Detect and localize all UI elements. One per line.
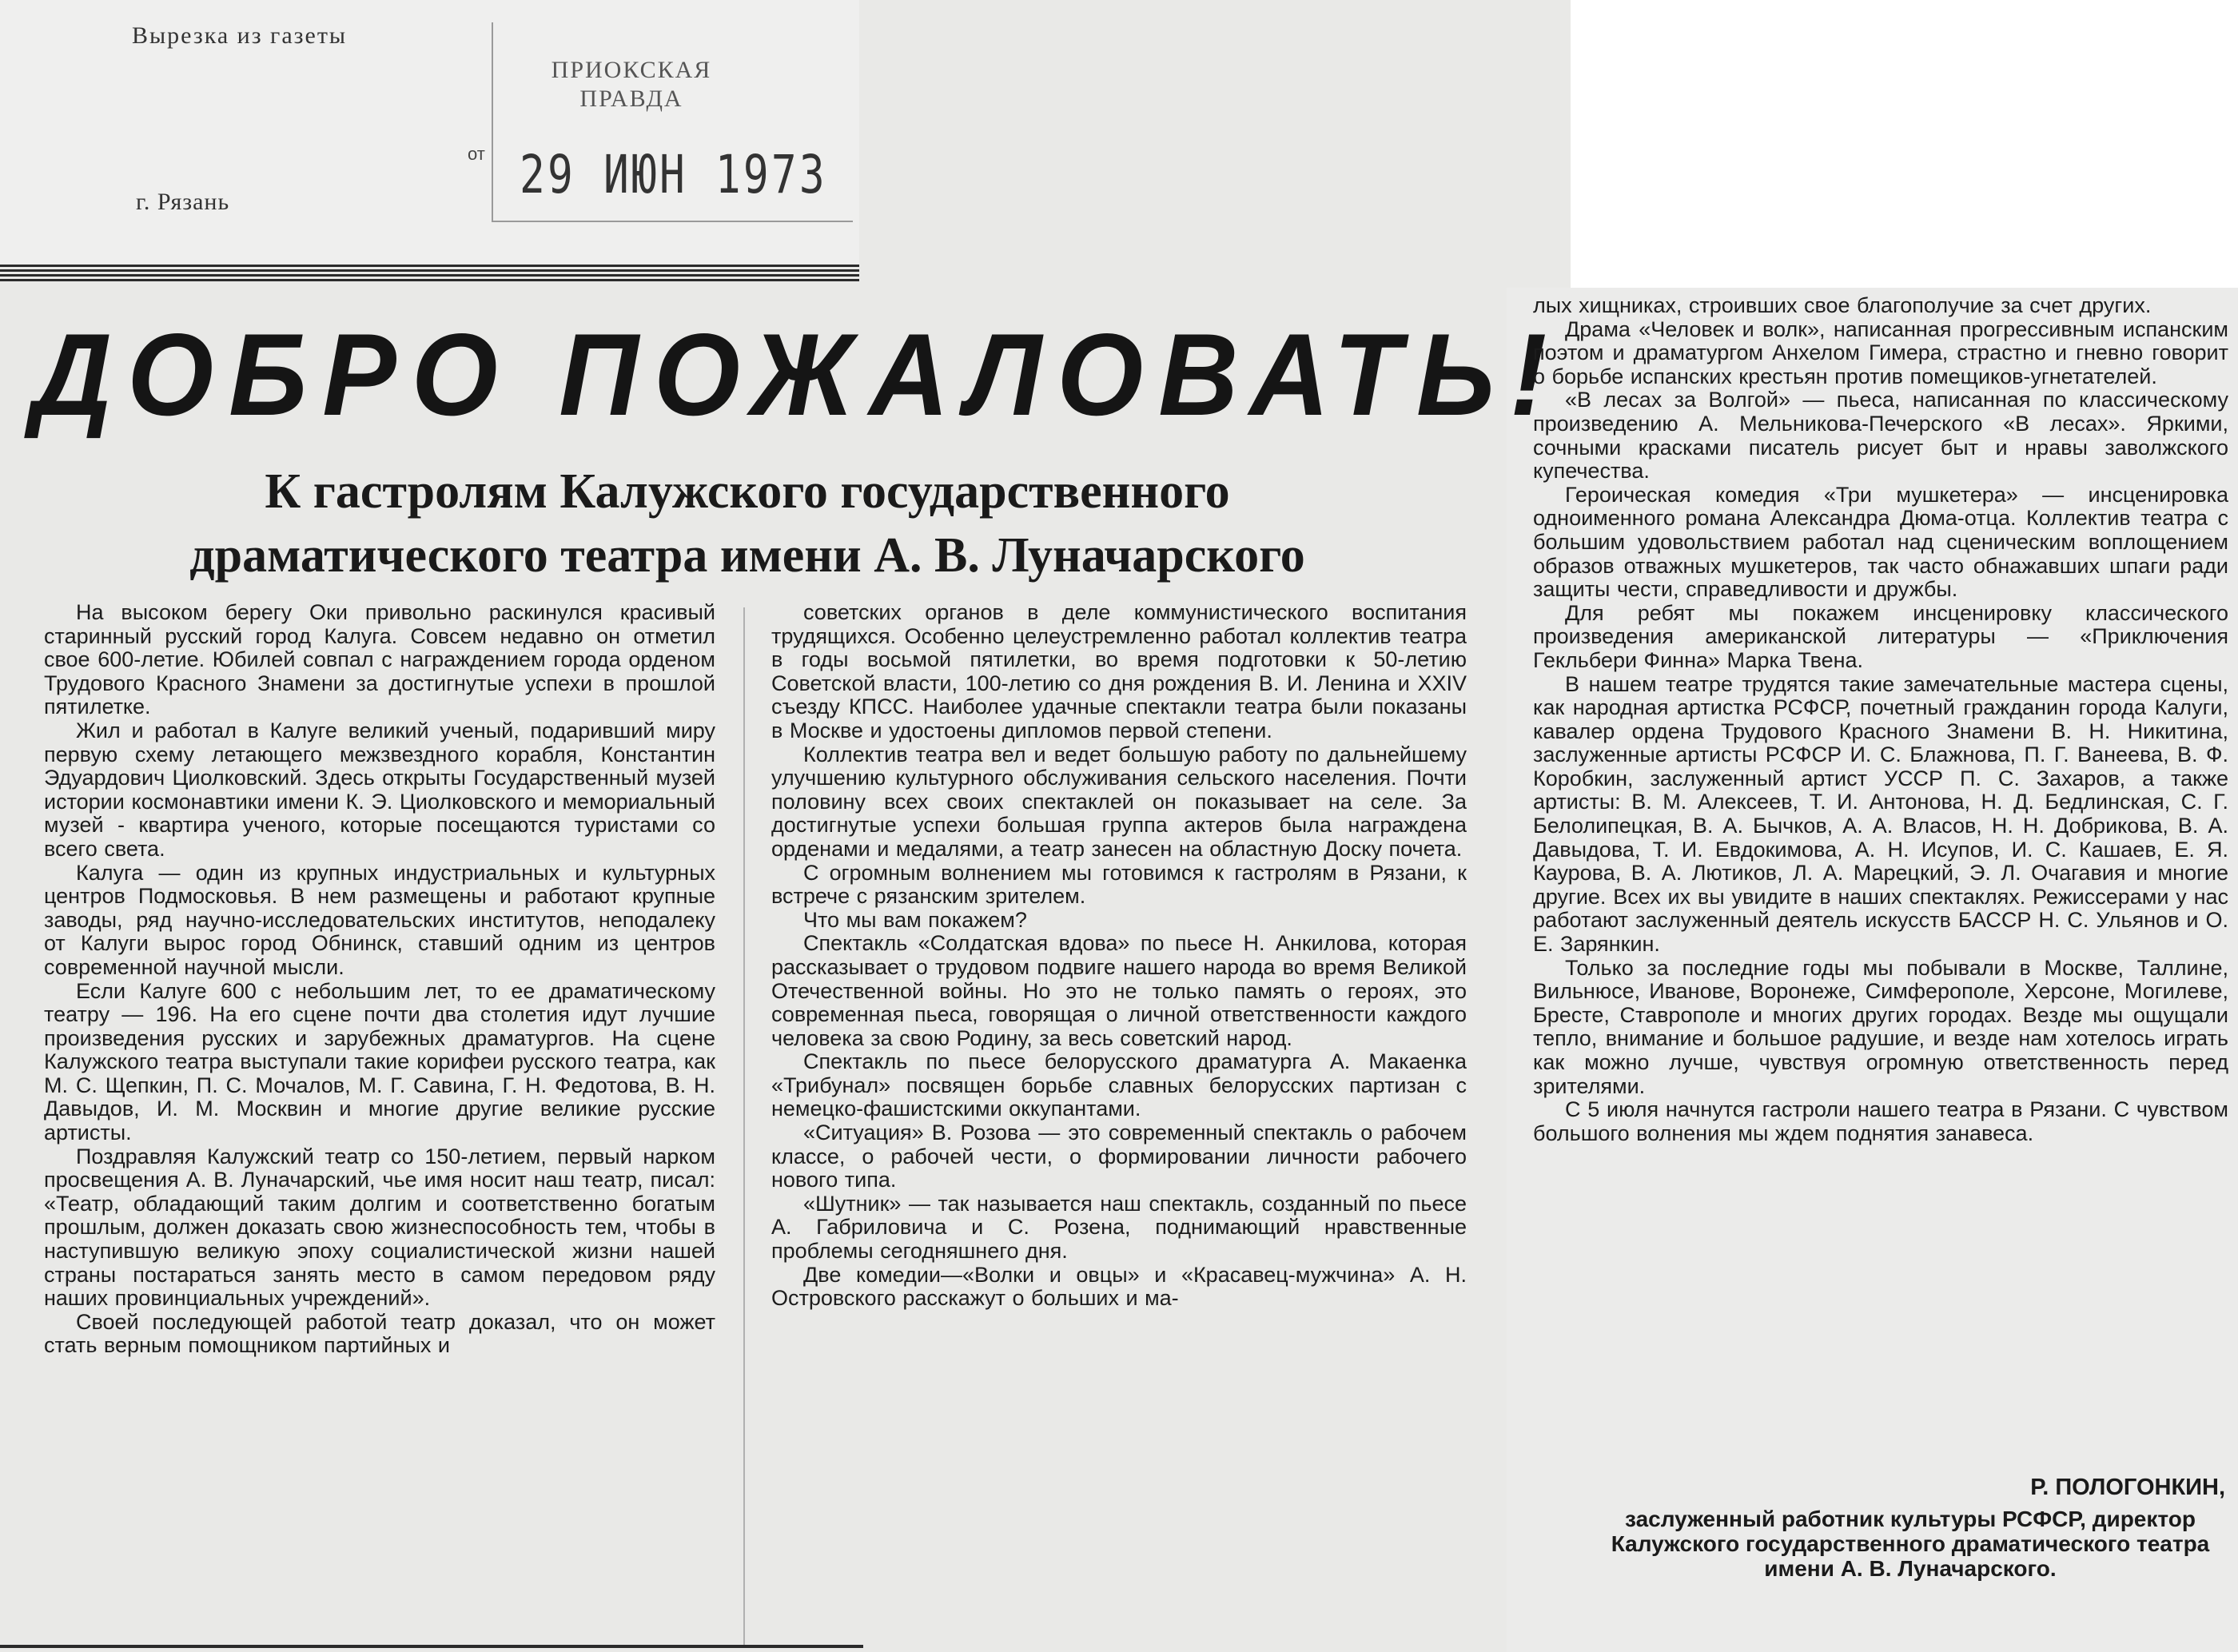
paragraph: Драма «Человек и волк», написанная прогрессивным испанским поэтом и драматургом Анхелом Гимера, страстно и гневно говорит о борьбе испанских крестьян против помещиков-угнетателей. (1533, 316, 2228, 388)
article-column-1 (44, 601, 715, 1358)
paragraph: Спектакль по пьесе белорусского драматурга А. Макаенка «Трибунал» посвящен борьбе славных белорусских партизан с немецко-фашистскими оккупантами. (771, 1049, 1467, 1121)
publication-date: 29 ИЮН 1973 (520, 144, 827, 205)
paragraph: Коллектив театра вел и ведет большую работу по дальнейшему улучшению культурного обслуживания сельского населения. Почти половину всех своих спектаклей он показывает на селе. За достигнутые успехи большая группа актеров была награждена орденами и медалями, а театр занесен на областную Доску почета. (771, 742, 1467, 861)
article-column-3 (1533, 294, 2228, 1145)
subhead-line-2: драматического театра имени А. В. Луначарского (189, 528, 1305, 583)
paragraph: С огромным волнением мы готовимся к гастролям в Рязани, к встрече с рязанским зрителем. (771, 860, 1467, 909)
paragraph: советских органов в деле коммунистического воспитания трудящихся. Особенно целеустремленно работал коллектив театра в годы восьмой пятилетки, во время подготовки к 50-летию Советской власти, 100-летию со дня рождения В. И. Ленина и XXIV съезду КПСС. Наиболее удачные спектакли театра были показаны в Москве и удостоены дипломов первой степени. (771, 600, 1467, 742)
paragraph: Поздравляя Калужский театр со 150-летием, первый нарком просвещения А. В. Луначарский, чье имя носит наш театр, писал: «Театр, обладающий таким долгим и соответственно богатым прошлым, должен доказать свою жизнеспособность тем, чтобы в наступившую великую эпоху социалистической жизни нашей страны постараться занять место в самом передовом ряду наших провинциальных учреждений». (44, 1144, 715, 1311)
bottom-rule (0, 1645, 863, 1648)
date-prefix: от (468, 144, 485, 164)
paragraph: С 5 июля начнутся гастроли нашего театра в Рязани. С чувством большого волнения мы ждем поднятия занавеса. (1533, 1097, 2228, 1145)
paragraph: Калуга — один из крупных индустриальных и культурных центров Подмосковья. В нем размещены и работают крупные заводы, ряд научно-исследовательских институтов, неподалеку от Калуги вырос город Обнинск, ставший одним из центров современной научной мысли. (44, 860, 715, 979)
city-label: г. Рязань (136, 189, 230, 215)
paragraph: Героическая комедия «Три мушкетера» — инсценировка одноименного романа Александра Дюма-отца. Коллектив театра с большим удовольствием работал над сценическим воплощением образов отважных мушкетеров, так часто обнажавших шпаги ради защиты чести, справедливости и дружбы. (1533, 482, 2228, 602)
paragraph: Спектакль «Солдатская вдова» по пьесе Н. Анкилова, которая рассказывает о трудовом подвиге нашего народа во время Великой Отечественной войны. Но это не только память о героях, это современная пьеса, говорящая о личной ответственности каждого человека за свою Родину, за весь советский народ. (771, 931, 1467, 1050)
column-divider (743, 607, 745, 1646)
paragraph: Что мы вам покажем? (803, 907, 1027, 932)
clipping-label: Вырезка из газеты (132, 22, 348, 49)
paragraph: Если Калуге 600 с небольшим лет, то ее драматическому театру — 196. На его сцене почти два столетия идут лучшие произведения русских и зарубежных драматургов. На сцене Калужского театра выступали такие корифеи русского театра, как М. С. Щепкин, П. С. Мочалов, М. Г. Савина, Г. Н. Федотова, В. Н. Давыдов, И. М. Москвин и многие другие великие русские артисты. (44, 978, 715, 1145)
header-rule (0, 264, 859, 281)
article-column-2 (771, 601, 1467, 1311)
newspaper-name: ПРИОКСКАЯ ПРАВДА (551, 57, 712, 112)
author-name: Р. ПОЛОГОНКИН, (2030, 1475, 2225, 1500)
paragraph: «В лесах за Волгой» — пьеса, написанная по классическому произведению А. Мельникова-Печерского «В лесах». Яркими, сочными красками писатель рисует быт и нравы заволжского купечества. (1533, 388, 2228, 484)
paragraph: «Ситуация» В. Розова — это современный спектакль о рабочем классе, о рабочей чести, о формировании личности рабочего нового типа. (771, 1121, 1467, 1192)
paragraph: Своей последующей работой театр доказал, что он может стать верным помощником партийных и (44, 1309, 715, 1358)
paragraph: Для ребят мы покажем инсценировку классического произведения американской литературы — «Приключения Гекльбери Финна» Марка Твена. (1533, 600, 2228, 672)
headline: ДОБРО ПОЖАЛОВАТЬ! (32, 309, 1563, 440)
paragraph: лых хищниках, строивших свое благополучие за счет других. (1533, 293, 2152, 317)
subheadline (24, 460, 1471, 587)
paragraph: Только за последние годы мы побывали в Москве, Таллине, Вильнюсе, Иванове, Воронеже, Симферополе, Херсоне, Могилеве, Бресте, Ставрополе и многих других городах. Везде мы ощущали тепло, внимание и большое радушие, и везде нам хотелось играть как можно лучше, чувствуя огромную ответственность перед зрителями. (1533, 955, 2228, 1098)
paragraph: На высоком берегу Оки привольно раскинулся красивый старинный русский город Калуга. Совсем недавно он отметил свое 600-летие. Юбилей совпал с награждением города орденом Трудового Красного Знамени за достигнутые успехи в прошлой пятилетке. (44, 600, 715, 719)
subhead-line-1: К гастролям Калужского государственного (265, 464, 1230, 519)
paragraph: Две комедии—«Волки и овцы» и «Красавец-мужчина» А. Н. Островского расскажут о больших и ма- (771, 1262, 1467, 1311)
paragraph: Жил и работал в Калуге великий ученый, подаривший миру первую схему летающего межзвездного корабля, Константин Эдуардович Циолковский. Здесь открыты Государственный музей истории космонавтики имени К. Э. Циолковского и мемориальный музей - квартира ученого, которые посещаются туристами со всего света. (44, 718, 715, 861)
paragraph: В нашем театре трудятся такие замечательные мастера сцены, как народная артистка РСФСР, почетный гражданин города Калуги, кавалер ордена Трудового Красного Знамени В. Н. Никитина, заслуженные артисты РСФСР И. С. Блажнова, П. Г. Ванеева, В. Ф. Коробкин, заслуженный артист УССР П. С. Захаров, а также артисты: В. М. Алексеев, Т. И. Антонова, Н. Д. Бедлинская, С. Г. Белолипецкая, В. А. Бычков, А. А. Власов, Н. Н. Добрикова, В. А. Давыдова, Т. И. Евдокимова, А. Н. Исупов, И. С. Кашаев, Е. Я. Каурова, В. А. Лютиков, Л. А. Марецкий, Э. Л. Очагавия и многие другие. Всех их вы увидите в наших спектаклях. Режиссерами у нас работают заслуженный деятель искусств БАССР Н. С. Ульянов и О. Е. Зарянкин. (1533, 671, 2228, 957)
paragraph: «Шутник» — так называется наш спектакль, созданный по пьесе А. Габриловича и С. Розена, поднимающий нравственные проблемы сегодняшнего дня. (771, 1191, 1467, 1264)
author-title: заслуженный работник культуры РСФСР, директор Калужского государственного драматического театра имени А. В. Луначарского. (1611, 1507, 2210, 1581)
